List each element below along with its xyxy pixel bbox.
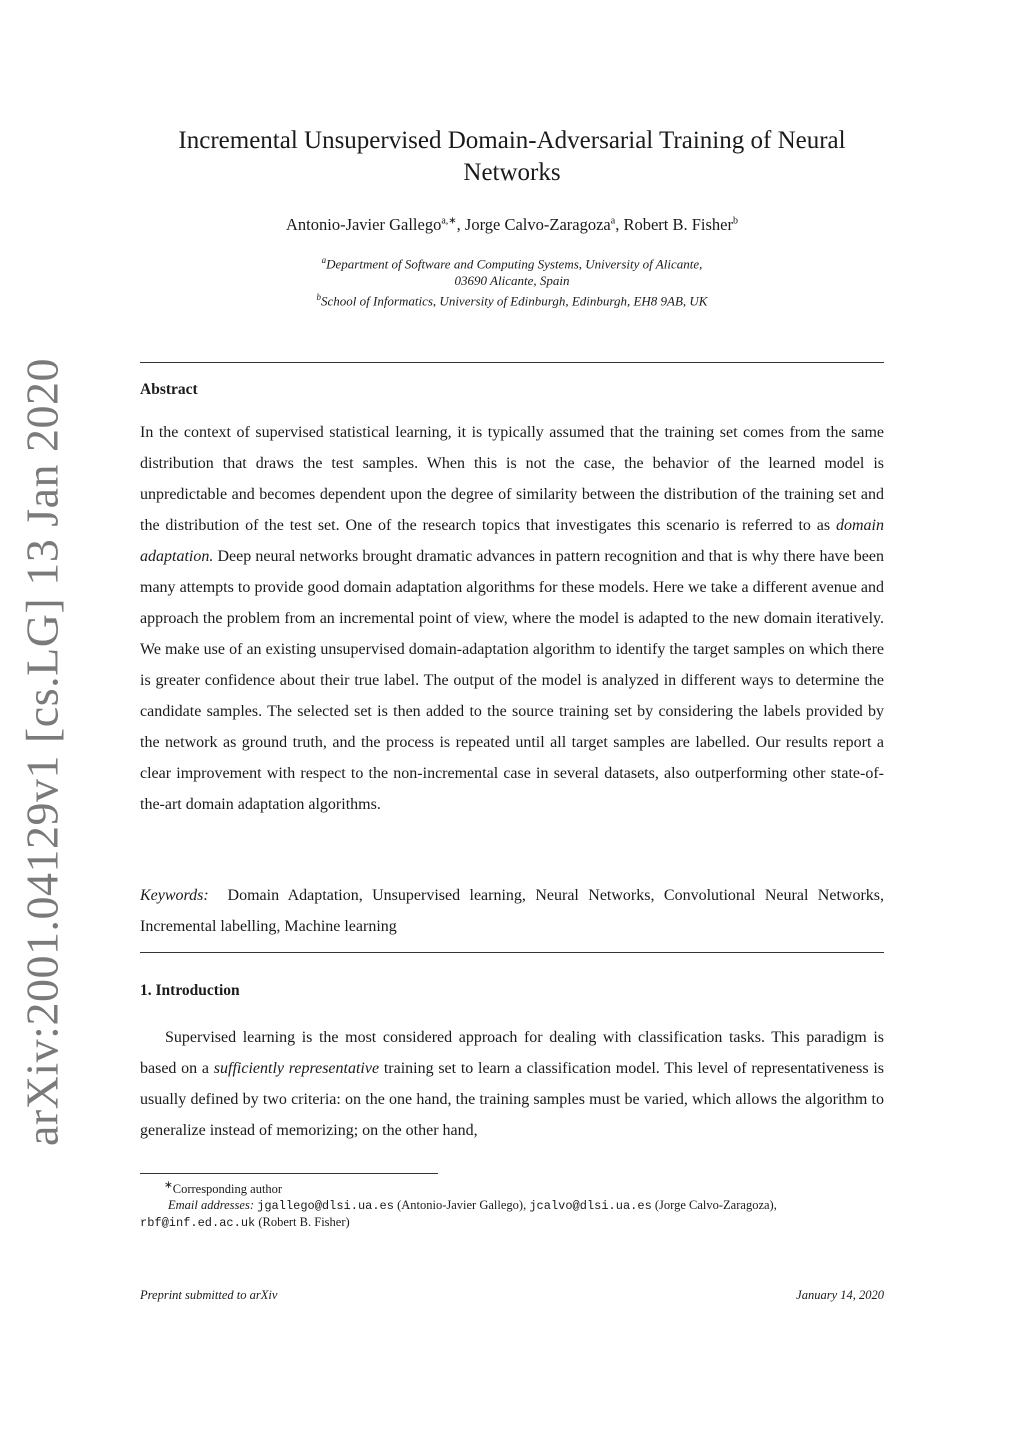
introduction-heading: 1. Introduction — [140, 982, 240, 999]
top-divider — [140, 362, 884, 363]
email-link[interactable]: jcalvo@dlsi.ua.es — [529, 1199, 652, 1214]
bottom-divider — [140, 952, 884, 953]
email-link[interactable]: jgallego@dlsi.ua.es — [257, 1199, 394, 1214]
author-name: Robert B. Fisher — [623, 215, 733, 234]
arxiv-identifier: arXiv:2001.04129v1 [cs.LG] 13 Jan 2020 — [16, 357, 68, 1147]
affiliations: $^a$Department of Software and Computing Systems, University of Alicante, 03690 Alicante, Spain $^b$School of Informatics, University of Edinburgh, Edinburgh, EH8 9AB, UK — [140, 252, 884, 310]
email-link[interactable]: rbf@inf.ed.ac.uk — [140, 1216, 256, 1231]
author-name: Antonio-Javier Gallego — [285, 215, 442, 234]
corresponding-author-note: Corresponding author — [172, 1182, 283, 1197]
affiliation-b: School of Informatics, University of Edinburgh, Edinburgh, EH8 9AB, UK — [321, 293, 708, 309]
author-affiliation-mark: a,∗ — [441, 215, 457, 227]
paper-title: Incremental Unsupervised Domain-Adversarial Training of Neural Networks — [178, 127, 846, 186]
affiliation-a: Department of Software and Computing Systems, University of Alicante, — [326, 256, 703, 272]
email-label: Email addresses: — [168, 1198, 254, 1213]
affiliation-a-address: 03690 Alicante, Spain — [454, 273, 570, 289]
keywords-text: Domain Adaptation, Unsupervised learning, Neural Networks, Convolutional Neural Networks, Incremental labelling, Machine learning — [140, 887, 884, 935]
author-affiliation-mark: b — [733, 215, 738, 227]
abstract-text: In the context of supervised statistical learning, it is typically assumed that the training set comes from the same distribution that draws the test samples. When this is not the case, the behavior of the learned model is unpredictable and becomes dependent upon the degree of similarity between the distribution of the training set and the distribution of the test set. One of the research topics that investigates this scenario is referred to as domain adaptation. Deep neural networks brought dramatic advances in pattern recognition and that is why there have been many attempts to provide good domain adaptation algorithms for these models. Here we take a different avenue and approach the problem from an incremental point of view, where the model is adapted to the new domain iteratively. We make use of an existing unsupervised domain-adaptation algorithm to identify the target samples on which there is greater confidence about their true label. The output of the model is analyzed in different ways to determine the candidate samples. The selected set is then added to the source training set by considering the labels provided by the network as ground truth, and the process is repeated until all target samples are labelled. Our results report a clear improvement with respect to the non-incremental case in several datasets, also outperforming other state-of-the-art domain adaptation algorithms. — [140, 424, 884, 813]
keywords-label: Keywords: — [140, 887, 209, 904]
footer-date: January 14, 2020 — [796, 1288, 884, 1302]
abstract-heading: Abstract — [140, 381, 198, 398]
author-affiliation-mark: a — [610, 215, 616, 227]
author-name: Jorge Calvo-Zaragoza — [464, 215, 611, 234]
footnotes: ∗Corresponding author Email addresses: jgallego@dlsi.ua.es (Antonio-Javier Gallego), jcalvo@dlsi.ua.es (Jorge Calvo-Zaragoza), rbf@inf.ed.ac.uk (Robert B. Fisher) — [140, 1180, 777, 1231]
introduction-text: Supervised learning is the most considered approach for dealing with classification tasks. This paradigm is based on a sufficiently representative training set to learn a classification model. This level of representativeness is usually defined by two criteria: on the one hand, the training samples must be varied, which allows the algorithm to generalize instead of memorizing; on the other hand, — [140, 1029, 885, 1139]
keywords — [140, 880, 884, 942]
footnote-divider — [140, 1173, 438, 1174]
footer-preprint-note: Preprint submitted to arXiv — [140, 1288, 278, 1302]
author-list: Antonio-Javier Gallego$^{a,∗}$, Jorge Calvo-Zaragoza$^a$, Robert B. Fisher$^b$ — [285, 215, 738, 234]
